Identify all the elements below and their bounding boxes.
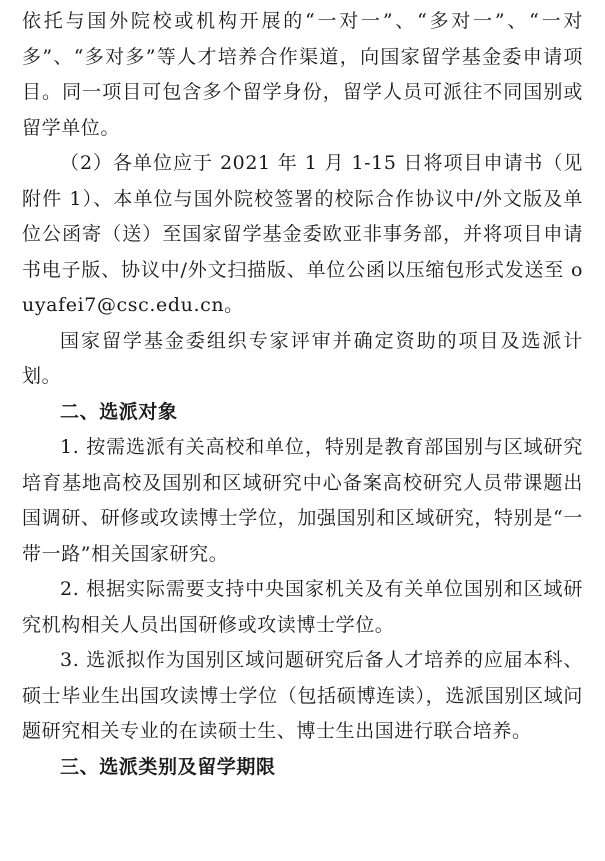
paragraph-cooperation-channels: 依托与国外院校或机构开展的“一对一”、“多对一”、“一对多”、“多对多”等人才培养合作渠道，向国家留学基金委申请项目。同一项目可包含多个留学身份，留学人员可派往不同国别或留学单位。: [22, 10, 583, 139]
section-heading-categories-duration: 三、选派类别及留学期限: [60, 755, 276, 778]
paragraph-application-submission: （2）各单位应于 2021 年 1 月 1-15 日将项目申请书（见附件 1）、本单位与国外院校签署的校际合作协议中/外文版及单位公函寄（送）至国家留学基金委欧亚非事务部，并将项目申请书电子版、协议中/外文扫描版、单位公函以压缩包形式发送至 ouyafei7@csc.edu.cn。: [22, 152, 583, 316]
paragraph-target-graduates: 3. 选派拟作为国别区域问题研究后备人才培养的应届本科、硕士毕业生出国攻读博士学位（包括硕博连读），选派国别区域问题研究相关专业的在读硕士生、博士生出国进行联合培养。: [22, 649, 583, 742]
section-heading-selection-targets: 二、选派对象: [60, 400, 178, 423]
paragraph-expert-review: 国家留学基金委组织专家评审并确定资助的项目及选派计划。: [22, 329, 583, 387]
paragraph-target-central-agencies: 2. 根据实际需要支持中央国家机关及有关单位国别和区域研究机构相关人员出国研修或攻读博士学位。: [22, 578, 583, 636]
paragraph-target-universities: 1. 按需选派有关高校和单位，特别是教育部国别与区域研究培育基地高校及国别和区域研究中心备案高校研究人员带课题出国调研、研修或攻读博士学位，加强国别和区域研究，特别是“一带一路”相关国家研究。: [22, 436, 583, 565]
